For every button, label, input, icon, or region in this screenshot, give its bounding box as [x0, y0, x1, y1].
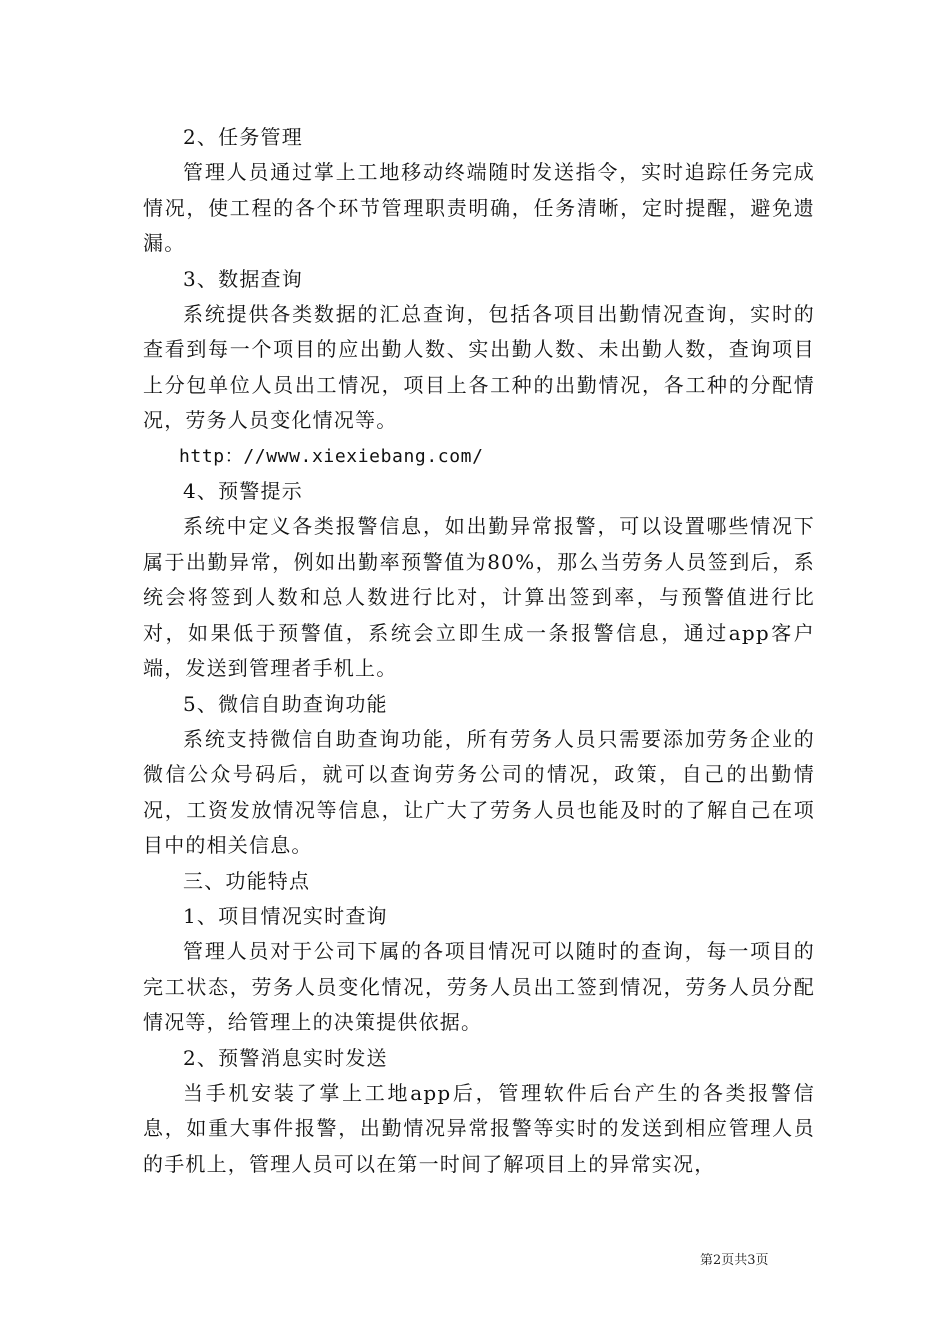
url-text: http：//www.xiexiebang.com/: [179, 445, 484, 467]
page-number-footer: [700, 1249, 769, 1268]
paragraph-realtime-query: 管理人员对于公司下属的各项目情况可以随时的查询，每一项目的完工状态，劳务人员变化情况，劳务人员出工签到情况，劳务人员分配情况等，给管理上的决策提供依据。: [143, 939, 815, 1035]
heading-warning-push: 2、预警消息实时发送: [183, 1045, 388, 1070]
heading-wechat-query: 5、微信自助查询功能: [183, 691, 388, 716]
heading-warning-alert: 4、预警提示: [183, 479, 303, 504]
paragraph-data-query: 系统提供各类数据的汇总查询，包括各项目出勤情况查询，实时的查看到每一个项目的应出勤人数、实出勤人数、未出勤人数，查询项目上分包单位人员出工情况，项目上各工种的出勤情况，各工种的分配情况，劳务人员变化情况等。: [143, 302, 815, 433]
paragraph-warning-push: 当手机安装了掌上工地app后，管理软件后台产生的各类报警信息，如重大事件报警，出勤情况异常报警等实时的发送到相应管理人员的手机上，管理人员可以在第一时间了解项目上的异常实况，: [143, 1080, 815, 1176]
paragraph-wechat-query: 系统支持微信自助查询功能，所有劳务人员只需要添加劳务企业的微信公众号码后，就可以查询劳务公司的情况，政策，自己的出勤情况，工资发放情况等信息，让广大了劳务人员也能及时的了解自己在项目中的相关信息。: [143, 726, 815, 858]
page-number-label: 第2页共3页: [700, 1253, 769, 1268]
heading-realtime-query: 1、项目情况实时查询: [183, 903, 388, 928]
heading-features: 三、功能特点: [183, 868, 311, 893]
paragraph-task-management: 管理人员通过掌上工地移动终端随时发送指令，实时追踪任务完成情况，使工程的各个环节管理职责明确，任务清晰，定时提醒，避免遗漏。: [143, 160, 815, 256]
document-body: [143, 120, 815, 1182]
paragraph-warning-alert: 系统中定义各类报警信息，如出勤异常报警，可以设置哪些情况下属于出勤异常，例如出勤率预警值为80%，那么当劳务人员签到后，系统会将签到人数和总人数进行比对，计算出签到率，与预警值进行比对，如果低于预警值，系统会立即生成一条报警信息，通过app客户端，发送到管理者手机上。: [143, 514, 815, 681]
heading-task-management: 2、任务管理: [183, 125, 303, 149]
heading-data-query: 3、数据查询: [183, 266, 303, 291]
